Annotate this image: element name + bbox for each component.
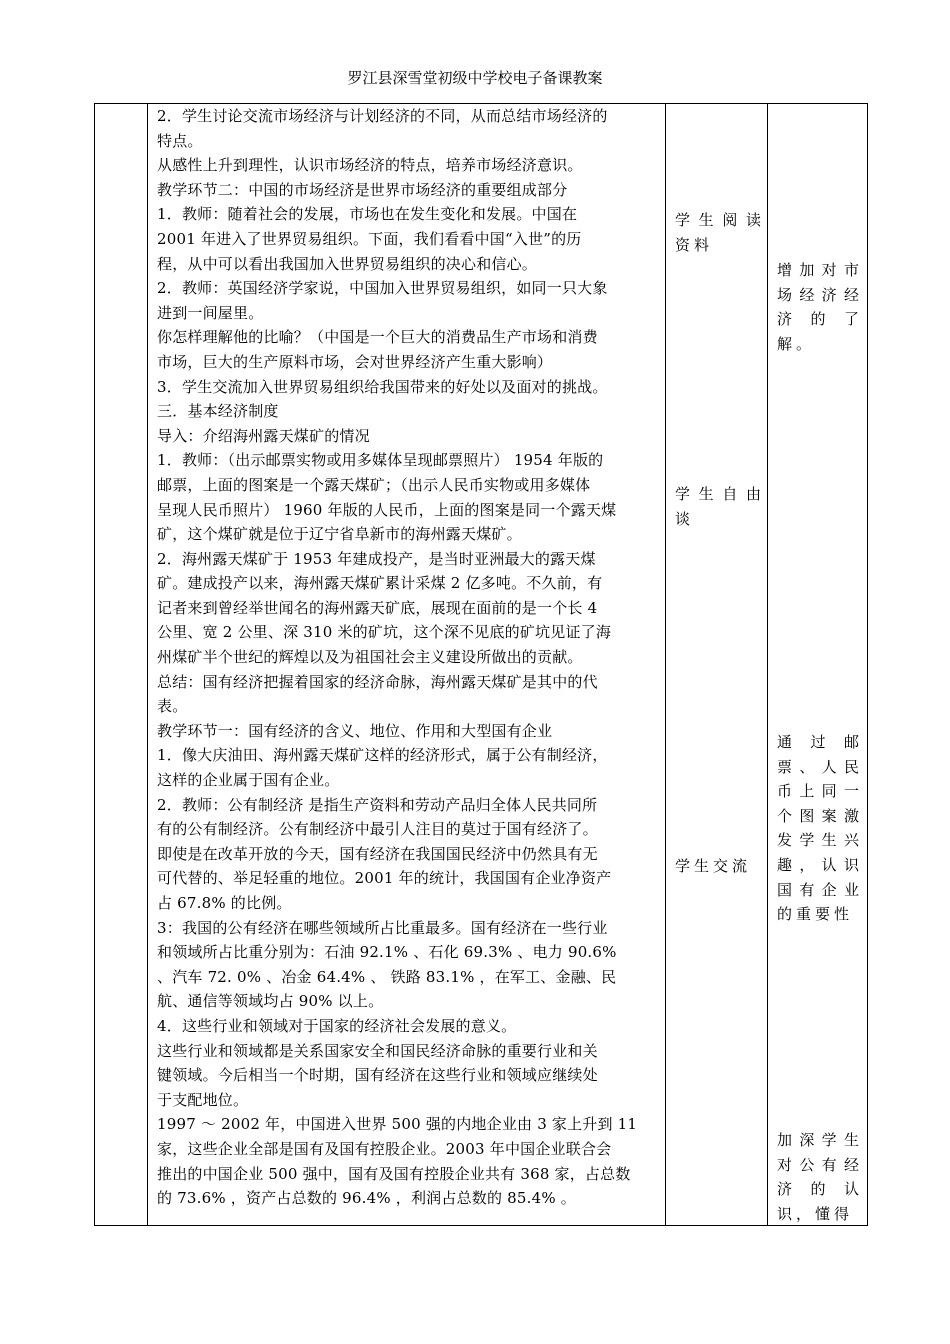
text-line: 2．教师：英国经济学家说，中国加入世界贸易组织，如同一只大象 [157, 279, 608, 298]
intent-line: 识，懂得 [777, 1204, 854, 1223]
text-line: 程，从中可以看出我国加入世界贸易组织的决心和信心。 [157, 254, 538, 273]
text-line: 公里、宽 2 公里、深 310 米的矿坑，这个深不见底的矿坑见证了海 [157, 623, 612, 642]
intent-line: 济的认 [777, 1180, 863, 1199]
text-line: 教学环节一：国有经济的含义、地位、作用和大型国有企业 [157, 721, 553, 740]
text-line: 你怎样理解他的比喻？（中国是一个巨大的消费品生产市场和消费 [157, 328, 598, 347]
text-line: 推出的中国企业 500 强中，国有及国有控股企业共有 368 家，占总数 [157, 1164, 631, 1183]
design-intent-market-economy [777, 258, 863, 356]
text-line: 特点。 [157, 131, 203, 150]
activity-line: 学生交流 [675, 857, 752, 875]
text-line: 1．教师：随着社会的发展，市场也在发生变化和发展。中国在 [157, 205, 578, 224]
lesson-plan-table [94, 103, 868, 1226]
column-divider [147, 104, 148, 1225]
text-line: 记者来到曾经举世闻名的海州露天矿底，展现在面前的是一个长 4 [157, 598, 598, 617]
text-line: 的 73.6% ，资产占总数的 96.4% ，利润占总数的 85.4% 。 [157, 1189, 576, 1208]
text-line: 市场，巨大的生产原料市场，会对世界经济产生重大影响） [157, 352, 553, 371]
intent-line: 币上同一 [777, 782, 863, 801]
text-line: 4．这些行业和领域对于国家的经济社会发展的意义。 [157, 1016, 517, 1035]
column-divider [767, 104, 768, 1225]
student-activity-exchange [675, 854, 765, 879]
text-line: 1．教师：（出示邮票实物或用多媒体呈现邮票照片） 1954 年版的 [157, 451, 604, 470]
design-intent-public-economy [777, 1128, 863, 1226]
text-line: 2．学生讨论交流市场经济与计划经济的不同，从而总结市场经济的 [157, 107, 608, 125]
text-line: 于支配地位。 [157, 1090, 249, 1109]
text-line: 进到一间屋里。 [157, 303, 264, 322]
intent-line: 票、人民 [777, 757, 863, 776]
intent-line: 济的了 [777, 310, 863, 329]
student-activity-discussion [675, 482, 765, 531]
activity-line: 资料 [675, 235, 714, 254]
text-line: 占 67.8% 的比例。 [157, 894, 292, 912]
text-line: 可代替的、举足轻重的地位。2001 年的统计，我国国有企业净资产 [157, 869, 612, 888]
text-line: 州煤矿半个世纪的辉煌以及为祖国社会主义建设所做出的贡献。 [157, 648, 583, 667]
text-line: 有的公有制经济。公有制经济中最引人注目的莫过于国有经济了。 [157, 820, 598, 839]
student-activity-reading [675, 208, 765, 257]
intent-line: 发学生兴 [777, 831, 863, 850]
intent-line: 趣，认识 [777, 855, 863, 874]
text-line: 3：我国的公有经济在哪些领域所占比重最多。国有经济在一些行业 [157, 918, 608, 937]
teaching-process-column [157, 104, 659, 1211]
text-line: 表。 [157, 697, 188, 716]
activity-line: 学生自由 [675, 485, 765, 503]
page-header: 罗江县深雪堂初级中学校电子备课教案 [347, 69, 603, 87]
text-line: 家，这些企业全部是国有及国有控股企业。2003 年中国企业联合会 [157, 1139, 612, 1158]
text-line: 教学环节二：中国的市场经济是世界市场经济的重要组成部分 [157, 180, 568, 199]
intent-line: 解。 [777, 334, 816, 353]
text-line: 邮票，上面的图案是一个露天煤矿；（出示人民币实物或用多媒体 [157, 475, 591, 494]
intent-line: 增加对市 [777, 261, 863, 279]
column-divider [665, 104, 666, 1225]
design-intent-stamp-rmb [777, 730, 863, 927]
text-line: 总结：国有经济把握着国家的经济命脉，海州露天煤矿是其中的代 [157, 672, 598, 691]
text-line: 、汽车 72. 0% 、冶金 64.4% 、 铁路 83.1% ，在军工、金融、民 [157, 967, 617, 986]
text-line: 三．基本经济制度 [157, 402, 279, 421]
intent-line: 个图案激 [777, 806, 863, 825]
text-line: 3．学生交流加入世界贸易组织给我国带来的好处以及面对的挑战。 [157, 377, 608, 396]
text-line: 这样的企业属于国有企业。 [157, 771, 340, 790]
intent-line: 场经济经 [777, 285, 863, 304]
text-line: 1．像大庆油田、海州露天煤矿这样的经济形式，属于公有制经济， [157, 746, 608, 765]
intent-line: 通过邮 [777, 733, 863, 751]
text-line: 和领域所占比重分别为：石油 92.1% 、石化 69.3% 、电力 90.6% [157, 943, 617, 962]
activity-line: 谈 [675, 509, 695, 528]
intent-line: 的重要性 [777, 905, 854, 924]
text-line: 矿，这个煤矿就是位于辽宁省阜新市的海州露天煤矿。 [157, 525, 522, 544]
text-line: 即使是在改革开放的今天，国有经济在我国国民经济中仍然具有无 [157, 844, 598, 863]
text-line: 矿。建成投产以来，海州露天煤矿累计采煤 2 亿多吨。不久前，有 [157, 574, 603, 593]
text-line: 从感性上升到理性，认识市场经济的特点，培养市场经济意识。 [157, 156, 583, 175]
text-line: 航、通信等领域均占 90% 以上。 [157, 992, 384, 1011]
text-line: 1997 ～ 2002 年，中国进入世界 500 强的内地企业由 3 家上升到 11 [157, 1115, 638, 1134]
intent-line: 加深学生 [777, 1131, 863, 1149]
text-line: 2．教师：公有制经济 是指生产资料和劳动产品归全体人民共同所 [157, 795, 598, 814]
text-line: 2001 年进入了世界贸易组织。下面，我们看看中国“入世”的历 [157, 229, 582, 248]
intent-line: 国有企业 [777, 880, 863, 899]
text-line: 呈现人民币照片） 1960 年版的人民币，上面的图案是同一个露天煤 [157, 500, 617, 519]
text-line: 键领域。今后相当一个时期，国有经济在这些行业和领域应继续处 [157, 1066, 598, 1085]
text-line: 2．海州露天煤矿于 1953 年建成投产，是当时亚洲最大的露天煤 [157, 549, 596, 568]
text-line: 这些行业和领域都是关系国家安全和国民经济命脉的重要行业和关 [157, 1041, 598, 1060]
text-line: 导入：介绍海州露天煤矿的情况 [157, 426, 370, 445]
activity-line: 学生阅读 [675, 211, 765, 229]
intent-line: 对公有经 [777, 1155, 863, 1174]
